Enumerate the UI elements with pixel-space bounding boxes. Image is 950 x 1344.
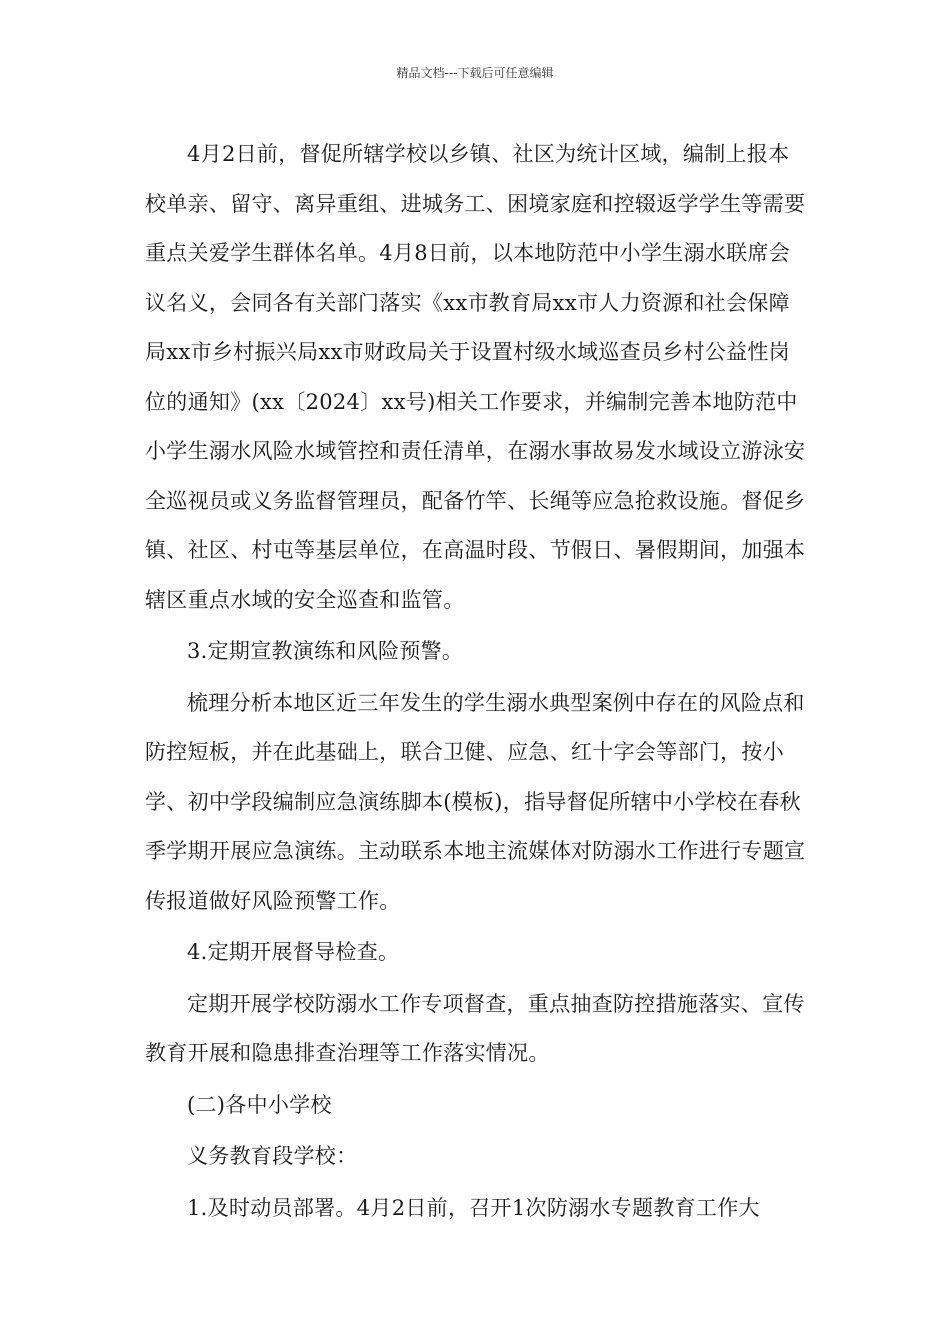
section-heading-3: 3.定期宣教演练和风险预警。 bbox=[187, 639, 464, 663]
section-heading-4: 4.定期开展督导检查。 bbox=[187, 940, 400, 964]
paragraph-2: 梳理分析本地区近三年发生的学生溺水典型案例中存在的风险点和防控短板，并在此基础上，联合卫健、应急、红十字会等部门，按小学、初中学段编制应急演练脚本(模板)，指导督促所辖中小学校在春秋季学期开展应急演练。主动联系本地主流媒体对防溺水工作进行专题宣传报道做好风险预警工作。 bbox=[145, 690, 806, 913]
paragraph-3: 定期开展学校防溺水工作专项督查，重点抽查防控措施落实、宣传教育开展和隐患排查治理等工作落实情况。 bbox=[145, 991, 805, 1065]
page-header: 精品文档---下载后可任意编辑 bbox=[396, 66, 554, 80]
paragraph-1: 4月2日前，督促所辖学校以乡镇、社区为统计区域，编制上报本校单亲、留守、离异重组、进城务工、困境家庭和控辍返学学生等需要重点关爱学生群体名单。4月8日前，以本地防范中小学生溺水联席会议名义，会同各有关部门落实《xx市教育局xx市人力资源和社会保障局xx市乡村振兴局xx市财政局关于设置村级水域巡查员乡村公益性岗位的通知》(xx〔2024〕xx号)相关工作要求，并编制完善本地防范中小学生溺水风险水域管控和责任清单，在溺水事故易发水域设立游泳安全巡视员或义务监督管理员，配备竹竿、长绳等应急抢救设施。督促乡镇、社区、村屯等基层单位，在高温时段、节假日、暑假期间，加强本辖区重点水域的安全巡查和监管。 bbox=[145, 142, 806, 612]
paragraph-4: 1.及时动员部署。4月2日前，召开1次防溺水专题教育工作大 bbox=[187, 1195, 760, 1220]
section-heading-schools: (二)各中小学校 bbox=[187, 1092, 332, 1117]
document-body bbox=[145, 130, 810, 1235]
subheading-compulsory-education: 义务教育段学校： bbox=[187, 1144, 358, 1168]
